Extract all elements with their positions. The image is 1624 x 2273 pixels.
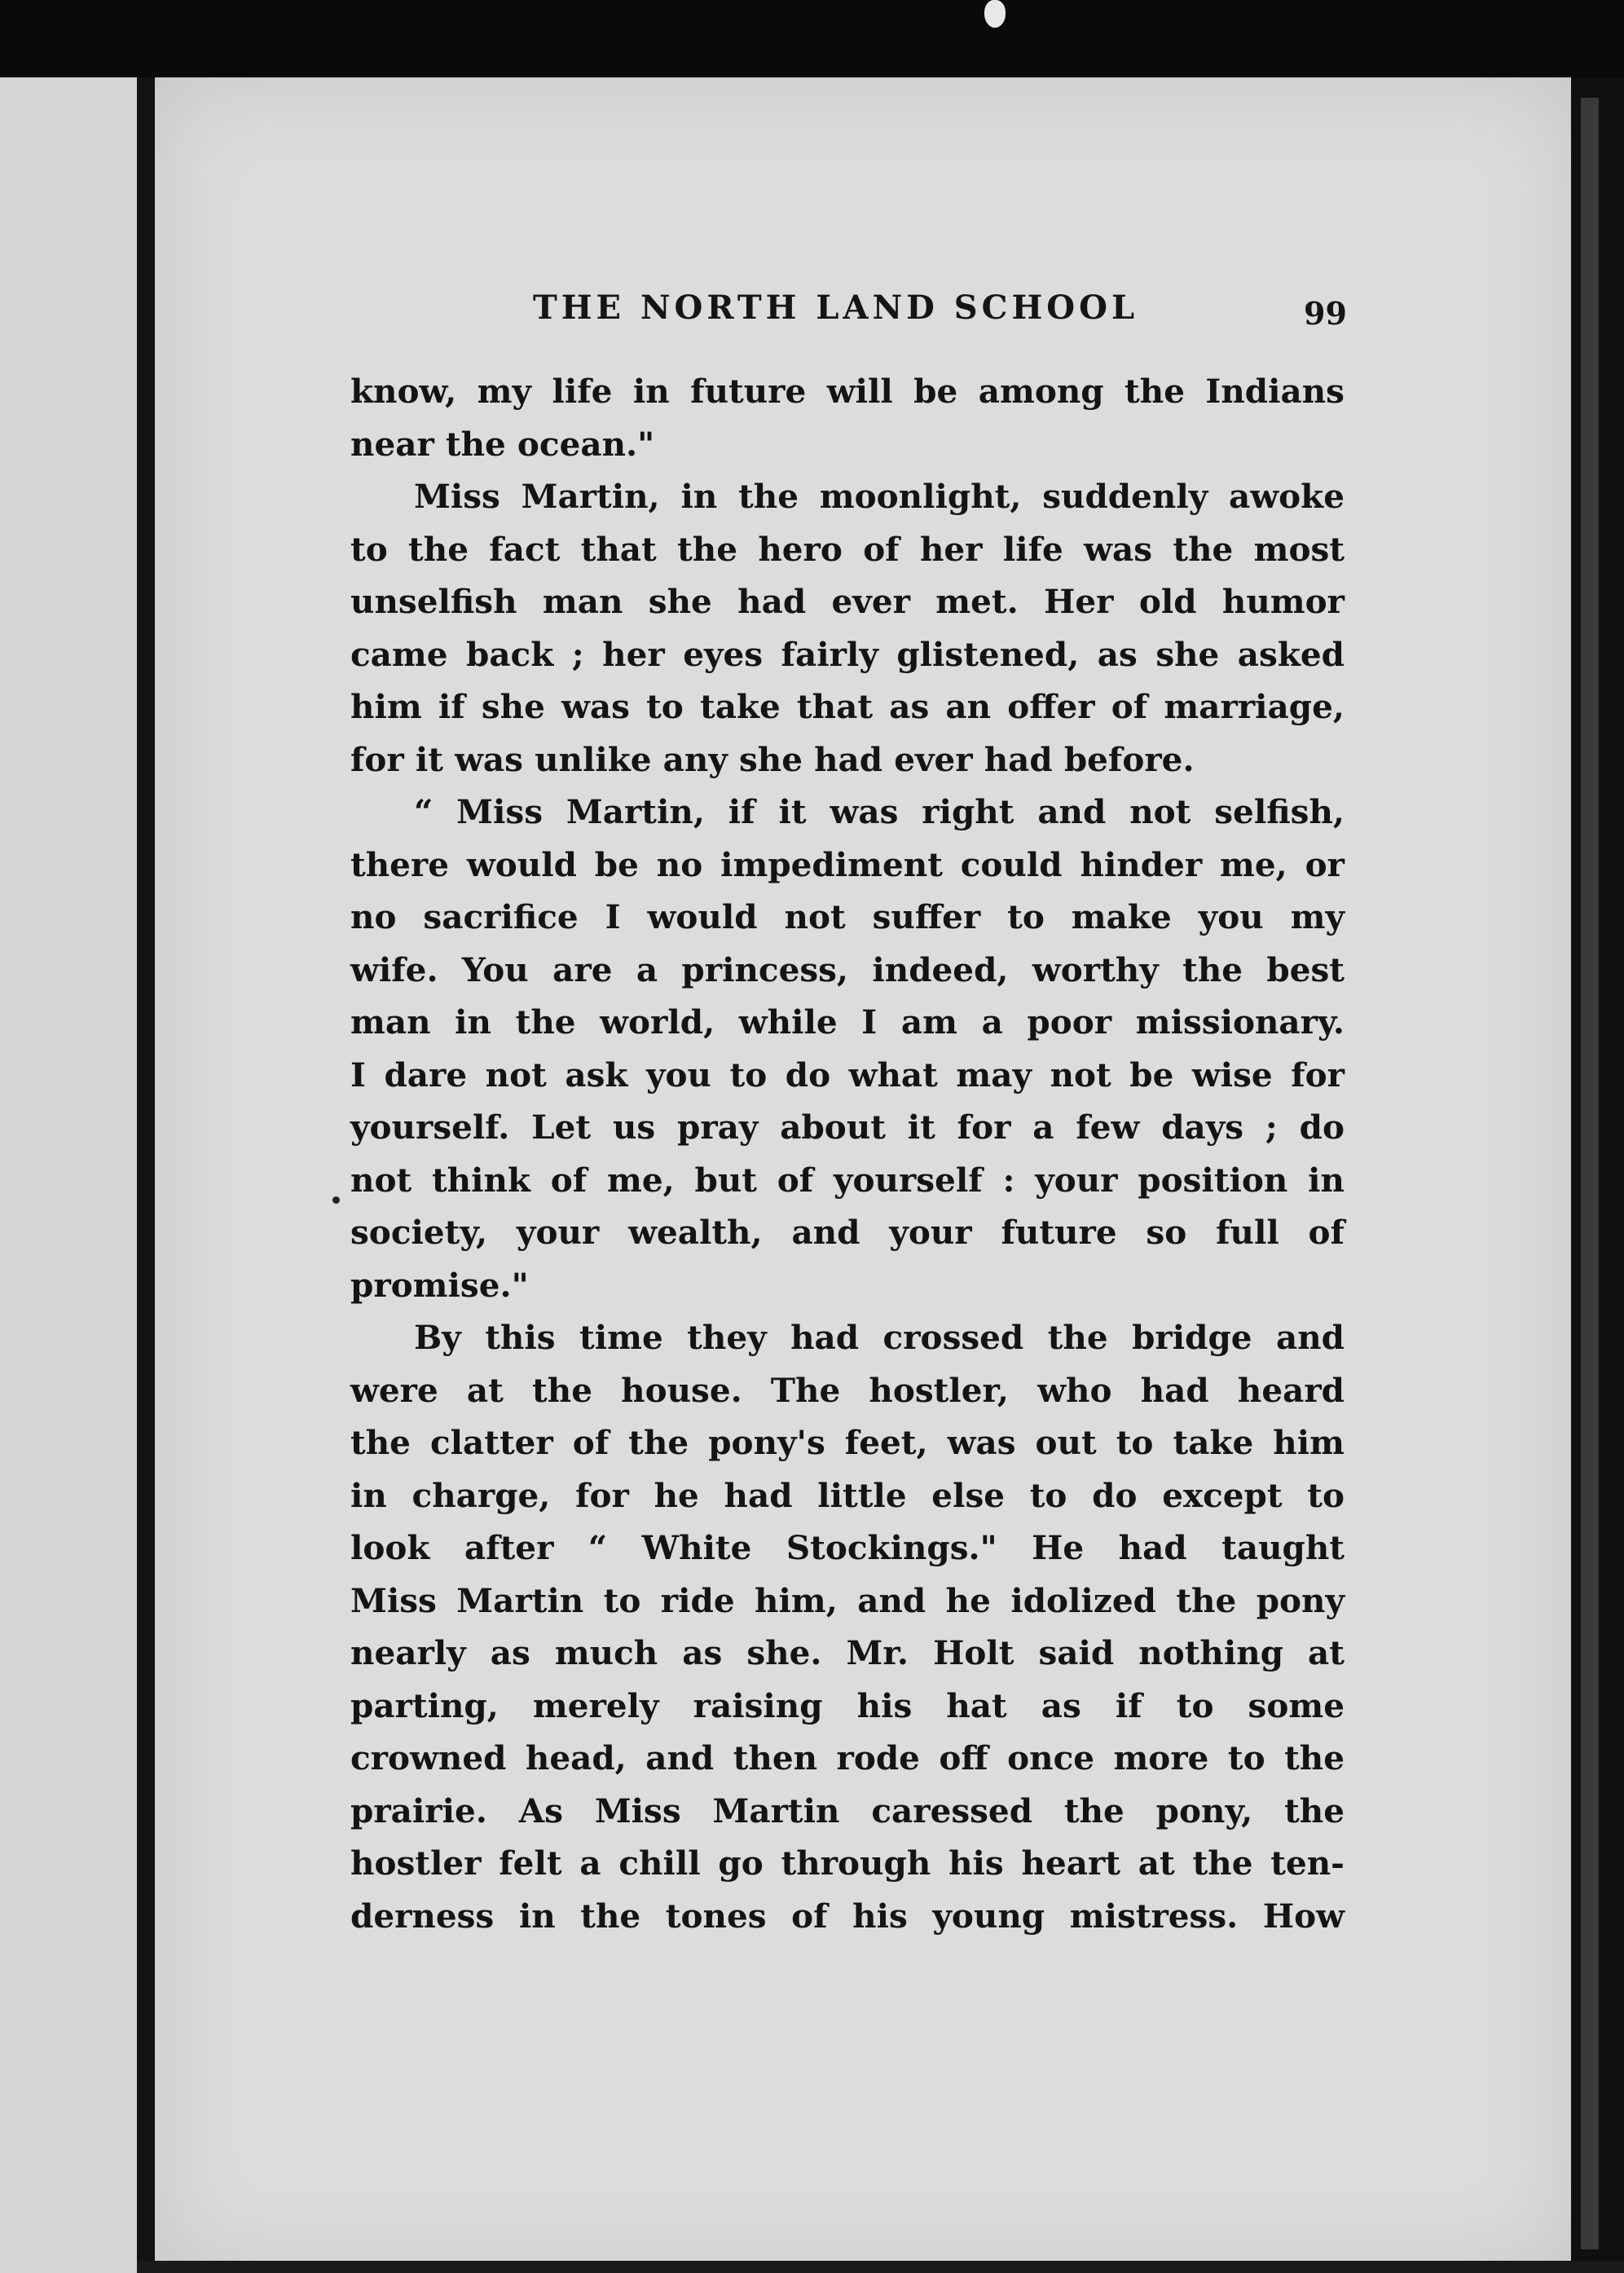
text-line: parting, merely raising his hat as if to some (350, 1685, 1345, 1725)
body-text (350, 365, 1345, 1942)
page-stack-edge (1581, 98, 1599, 2249)
text-line: hostler felt a chill go through his heart at the ten- (350, 1844, 1345, 1883)
text-line: nearly as much as she. Mr. Holt said nothing at (350, 1633, 1345, 1672)
facing-page-edge (0, 77, 137, 2273)
running-head: THE NORTH LAND SCHOOL (533, 289, 1139, 327)
text-line: in charge, for he had little else to do except to (350, 1475, 1345, 1515)
text-line: to the fact that the hero of her life was the most (350, 529, 1345, 569)
text-line: there would be no impediment could hinder me, or (350, 844, 1345, 884)
margin-mark (332, 1196, 340, 1204)
scan-artifact (984, 0, 1006, 28)
text-line: him if she was to take that as an offer of marriage, (350, 687, 1345, 726)
text-line: were at the house. The hostler, who had heard (350, 1370, 1345, 1410)
text-line: know, my life in future will be among the Indians (350, 372, 1345, 411)
page-number: 99 (1304, 295, 1347, 332)
text-line: crowned head, and then rode off once more to the (350, 1738, 1345, 1777)
text-line: By this time they had crossed the bridge and (414, 1318, 1345, 1357)
text-line: for it was unlike any she had ever had before. (350, 739, 1195, 779)
text-line: not think of me, but of yourself : your position in (350, 1160, 1345, 1200)
text-line: the clatter of the pony's feet, was out to take him (350, 1423, 1345, 1462)
text-line: derness in the tones of his young mistress. How (350, 1896, 1345, 1936)
text-line: “ Miss Martin, if it was right and not selfish, (414, 792, 1345, 831)
text-line: Miss Martin, in the moonlight, suddenly awoke (414, 477, 1345, 516)
book-gutter (137, 77, 155, 2273)
text-line: came back ; her eyes fairly glistened, as she asked (350, 634, 1345, 674)
text-line: Miss Martin to ride him, and he idolized the pony (350, 1580, 1345, 1620)
text-line: near the ocean." (350, 424, 655, 464)
text-line: yourself. Let us pray about it for a few days ; do (350, 1108, 1345, 1147)
text-line: unselfish man she had ever met. Her old humor (350, 582, 1345, 621)
text-line: I dare not ask you to do what may not be wise for (350, 1055, 1345, 1095)
text-line: look after “ White Stockings." He had taught (350, 1528, 1345, 1567)
text-line: wife. You are a princess, indeed, worthy the best (350, 949, 1345, 989)
text-line: no sacrifice I would not suffer to make you my (350, 897, 1345, 936)
text-line: man in the world, while I am a poor missionary. (350, 1002, 1345, 1042)
text-line: society, your wealth, and your future so full of (350, 1213, 1345, 1252)
scan-top-border (0, 0, 1624, 81)
text-line: prairie. As Miss Martin caressed the pony, the (350, 1791, 1345, 1830)
text-line: promise." (350, 1265, 529, 1305)
scan-bottom-border (137, 2261, 1624, 2273)
